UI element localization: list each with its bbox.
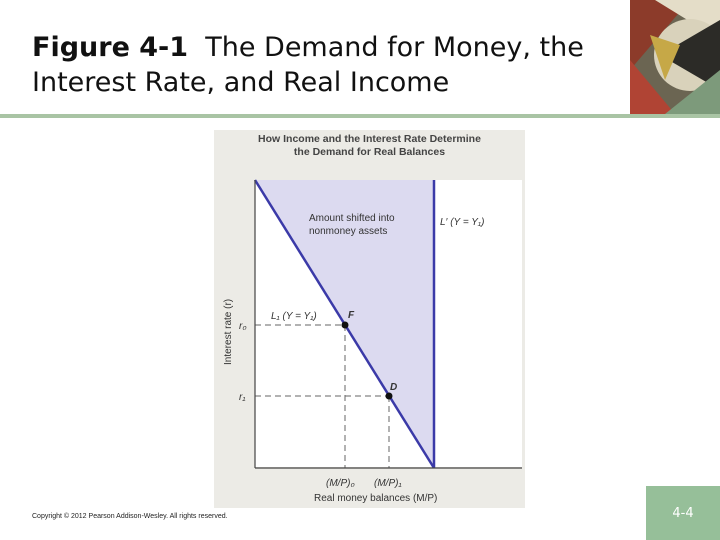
r0-tick-label: r₀ bbox=[239, 321, 247, 332]
figure-caption-line-2: the Demand for Real Balances bbox=[293, 146, 446, 158]
slide-title-text: The Demand for Money, the Interest Rate, and Real Income bbox=[32, 32, 584, 98]
point-F-marker bbox=[342, 322, 349, 329]
figure-caption-line-1: How Income and the Interest Rate Determine bbox=[258, 133, 481, 145]
r1-tick-label: r₁ bbox=[239, 392, 246, 403]
curve-Lprime-label: L′ (Y = Y₁) bbox=[440, 217, 485, 228]
point-F-label: F bbox=[348, 310, 355, 321]
mp0-tick-label: (M/P)₀ bbox=[326, 478, 355, 489]
textbook-figure bbox=[214, 130, 525, 508]
y-axis-label: Interest rate (r) bbox=[223, 298, 234, 365]
slide-title-figure-number: Figure 4-1 bbox=[32, 32, 189, 63]
decorative-art-image bbox=[630, 0, 720, 114]
copyright-notice: Copyright © 2012 Pearson Addison-Wesley. All rights reserved. bbox=[32, 513, 228, 520]
mp1-tick-label: (M/P)₁ bbox=[374, 478, 402, 489]
curve-L1-label: L₁ (Y = Y₁) bbox=[271, 311, 317, 322]
shaded-region-label-line-2: nonmoney assets bbox=[309, 226, 388, 237]
money-demand-diagram bbox=[214, 130, 525, 508]
page-number: 4-4 bbox=[672, 505, 694, 521]
slide-title bbox=[32, 30, 622, 100]
x-axis-label: Real money balances (M/P) bbox=[314, 493, 438, 504]
title-divider bbox=[0, 114, 720, 118]
point-D-marker bbox=[386, 393, 393, 400]
point-D-label: D bbox=[390, 382, 398, 393]
shaded-region-label-line-1: Amount shifted into bbox=[309, 213, 395, 224]
page-number-badge bbox=[646, 486, 720, 540]
